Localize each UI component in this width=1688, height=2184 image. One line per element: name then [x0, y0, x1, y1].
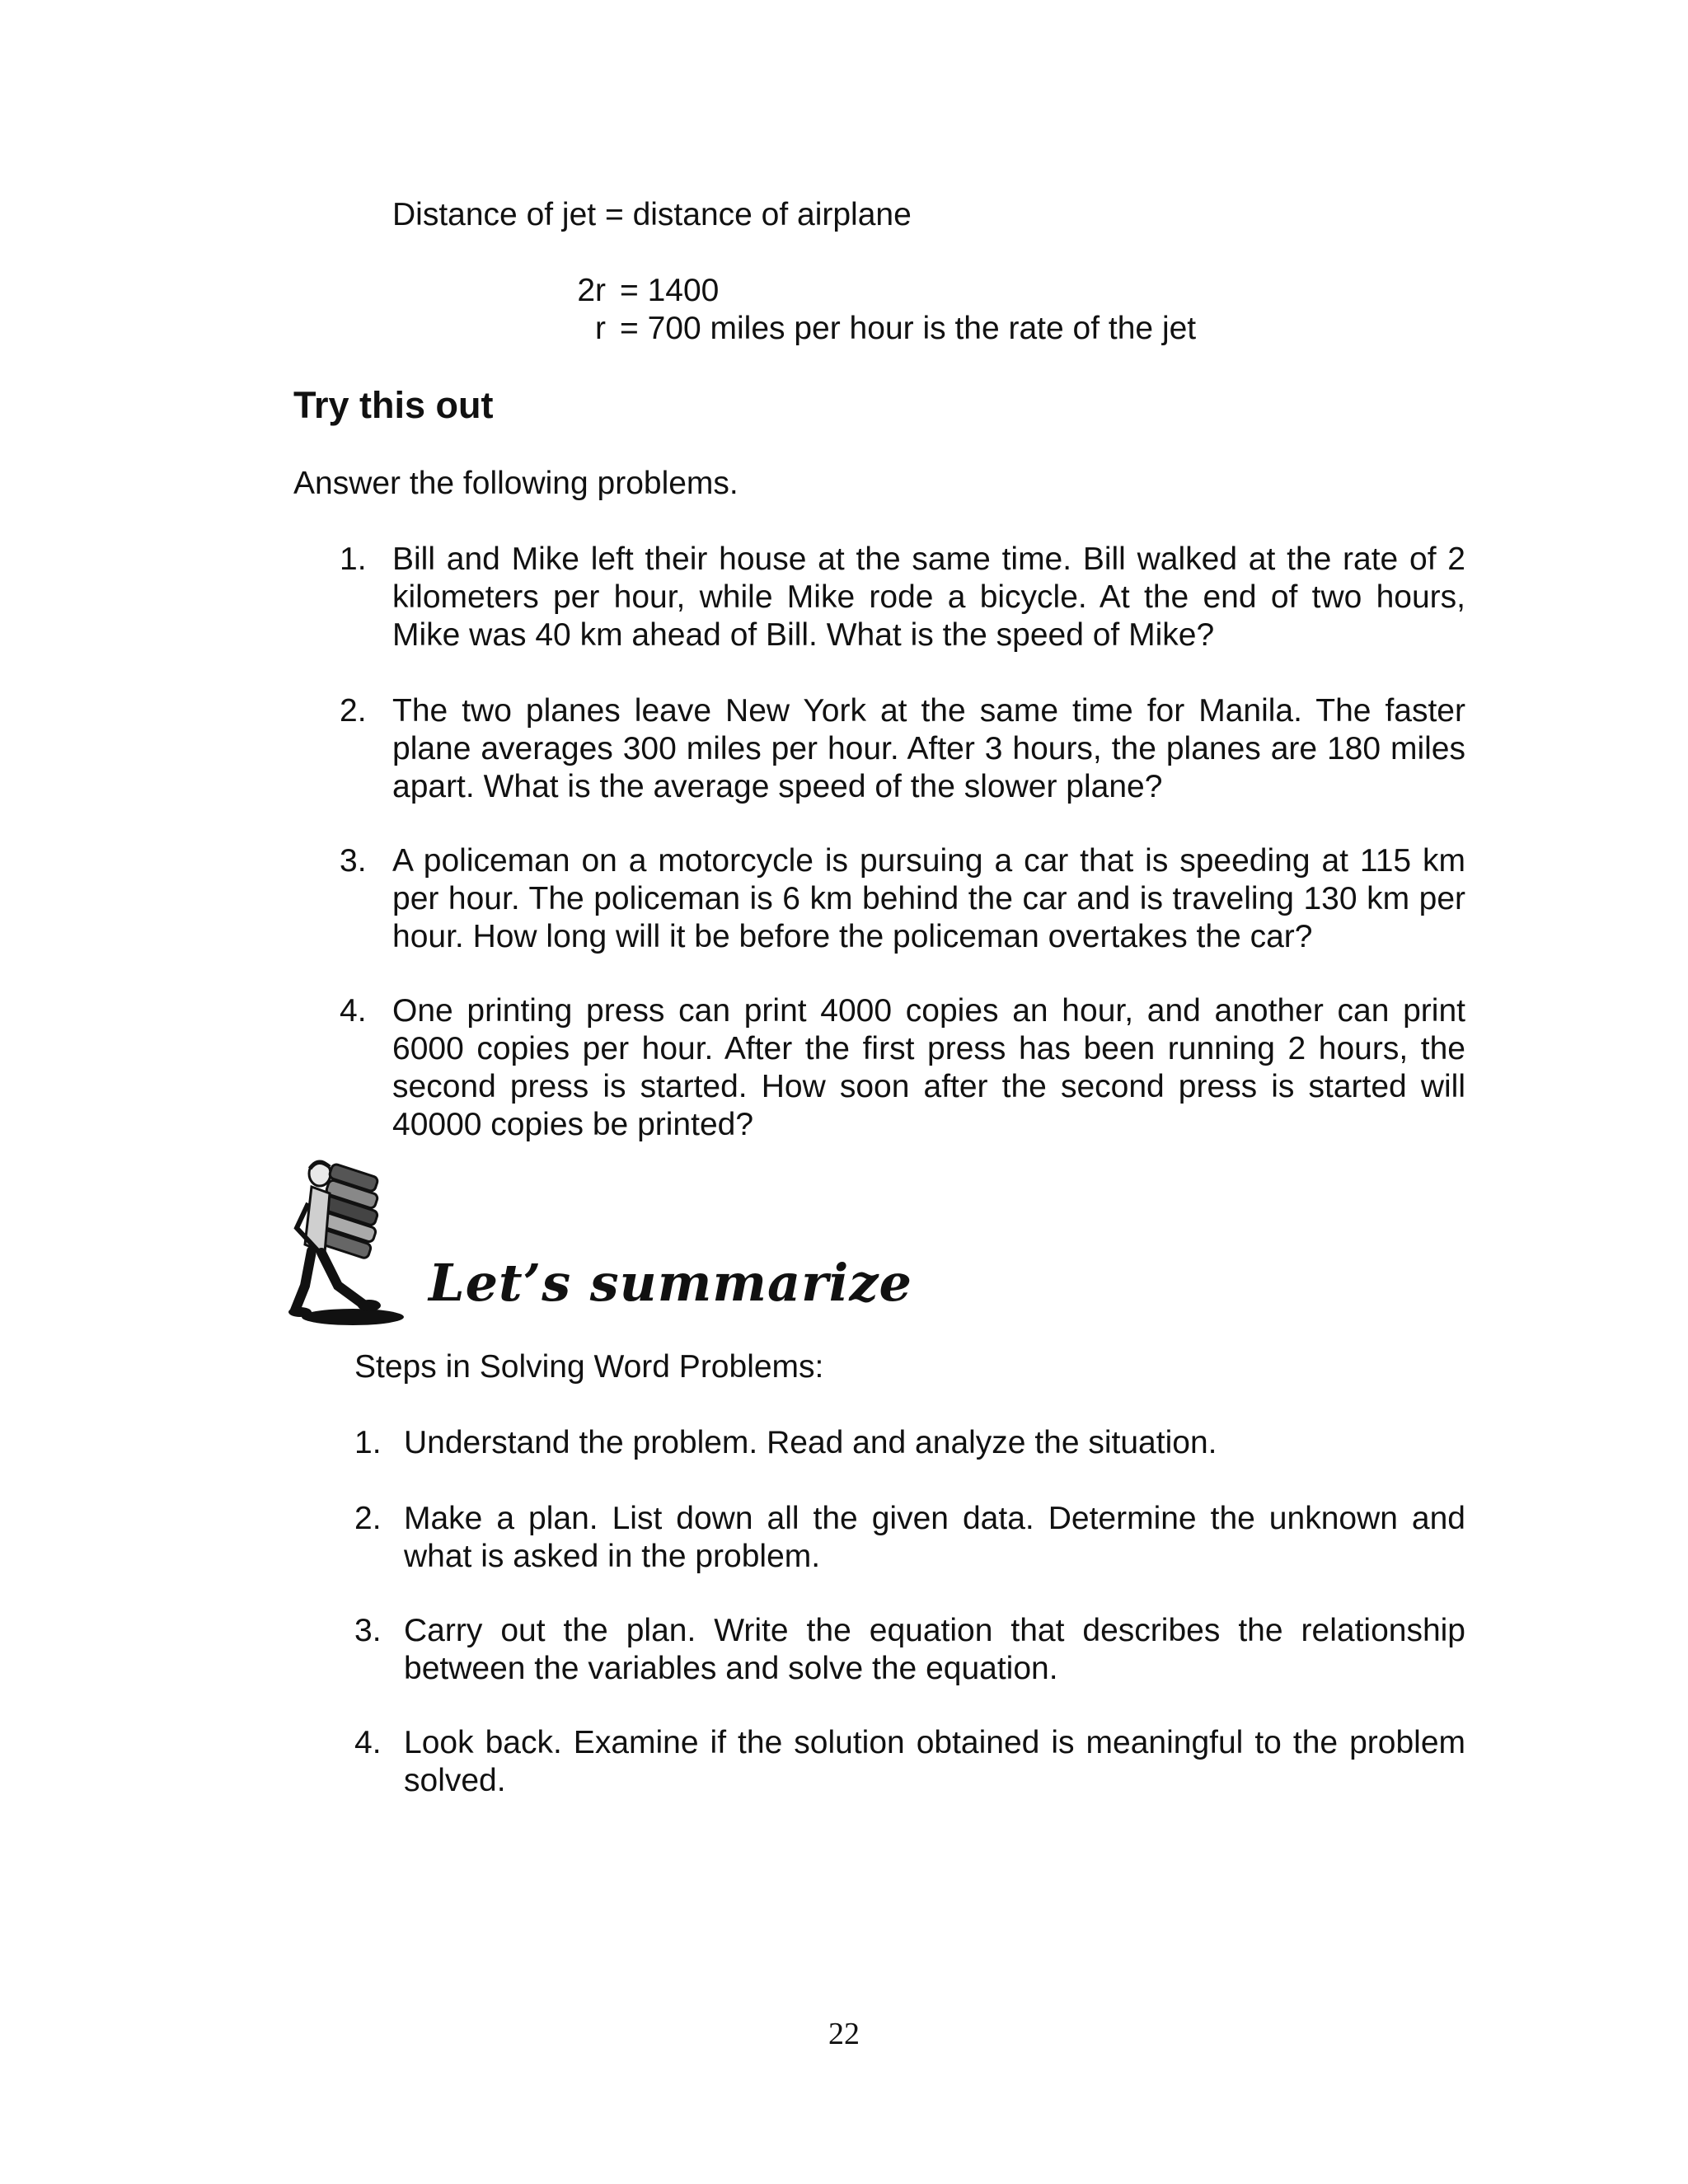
- equation-line-2-lhs: 2r: [577, 273, 606, 308]
- equation-line-1: Distance of jet = distance of airplane: [392, 197, 912, 232]
- section-heading-try-this-out: Try this out: [293, 384, 494, 426]
- problem-number: 2.: [340, 693, 367, 729]
- problem-text: The two planes leave New York at the same time for Manila. The faster plane averages 300 miles per hour. After 3 hours, the planes are 180 miles apart. What is the average speed of the slower plane?: [392, 693, 1465, 804]
- page-number: 22: [828, 2017, 860, 2051]
- try-intro: Answer the following problems.: [293, 466, 738, 501]
- equation-line-3-lhs: r: [595, 311, 606, 346]
- equation-line-3-rhs: = 700 miles per hour is the rate of the jet: [620, 311, 1197, 346]
- problem-number: 1.: [340, 541, 367, 577]
- problem-number: 3.: [340, 843, 367, 879]
- summary-title: Let’s summarize: [429, 1253, 912, 1313]
- step-text: Make a plan. List down all the given data. Determine the unknown and what is asked in the problem.: [404, 1501, 1465, 1574]
- problem-text: One printing press can print 4000 copies an hour, and another can print 6000 copies per hour. After the first press has been running 2 hours, the second press is started. How soon after the second press is started will 40000 copies be printed?: [392, 993, 1465, 1142]
- man-carrying-books-illustration: [288, 1154, 429, 1335]
- step-number: 3.: [354, 1613, 382, 1648]
- equation-line-2-rhs: = 1400: [620, 273, 720, 308]
- problem-text: A policeman on a motorcycle is pursuing a car that is speeding at 115 km per hour. The policeman is 6 km behind the car and is traveling 130 km per hour. How long will it be before the policeman overtakes the car?: [392, 843, 1465, 954]
- problem-number: 4.: [340, 993, 367, 1029]
- step-number: 2.: [354, 1501, 382, 1536]
- step-number: 1.: [354, 1425, 382, 1460]
- problem-text: Bill and Mike left their house at the same time. Bill walked at the rate of 2 kilometers per hour, while Mike rode a bicycle. At the end of two hours, Mike was 40 km ahead of Bill. What is the speed of Mike?: [392, 541, 1465, 653]
- summary-intro: Steps in Solving Word Problems:: [354, 1349, 824, 1385]
- step-number: 4.: [354, 1725, 382, 1760]
- step-text: Carry out the plan. Write the equation that describes the relationship between the variables and solve the equation.: [404, 1613, 1465, 1686]
- step-text: Look back. Examine if the solution obtained is meaningful to the problem solved.: [404, 1725, 1465, 1798]
- step-text: Understand the problem. Read and analyze the situation.: [404, 1425, 1217, 1460]
